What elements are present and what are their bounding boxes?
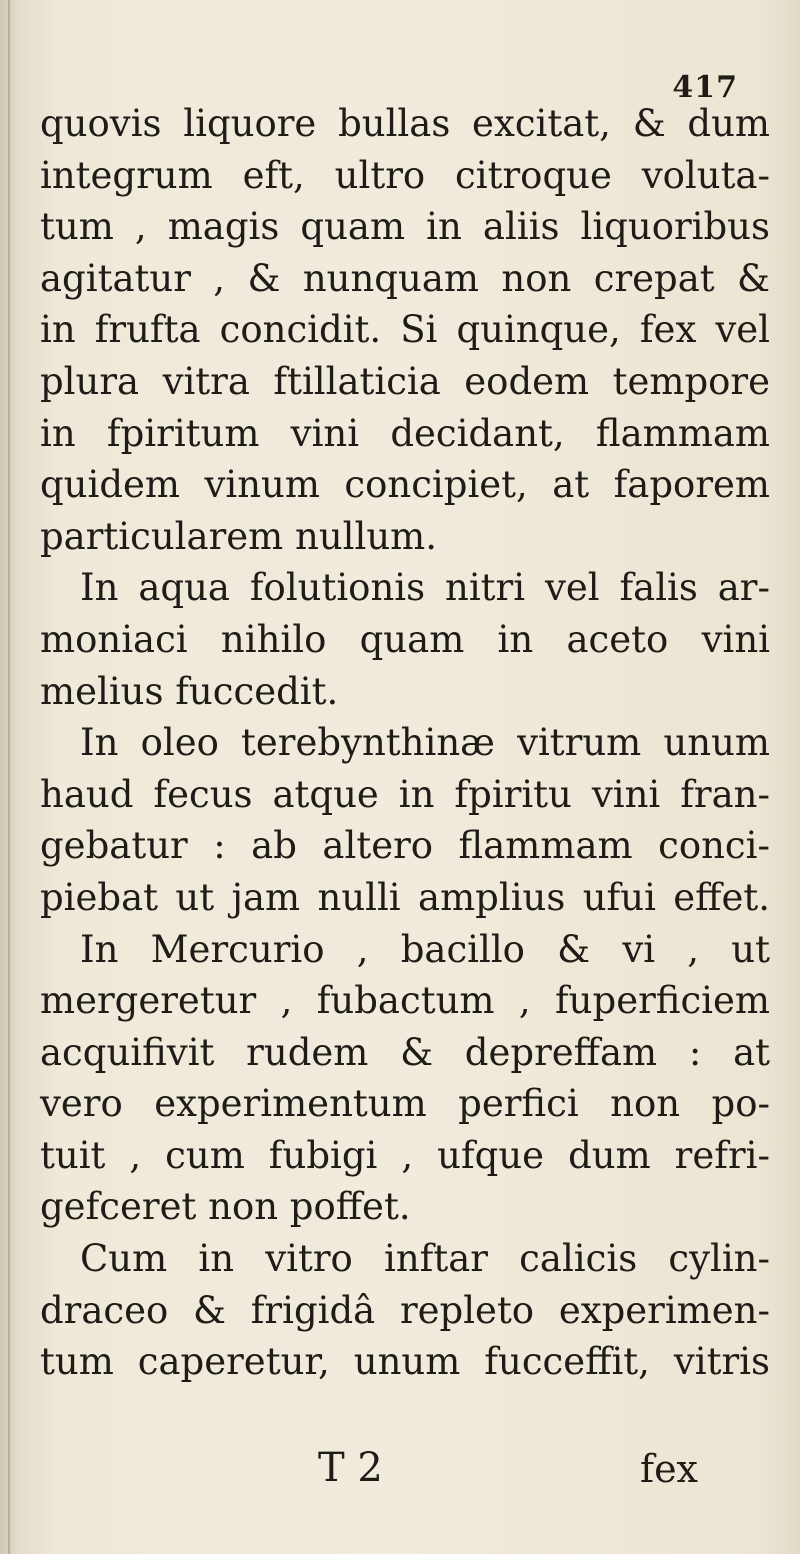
text-line: piebat ut jam nulli amplius ufui effet. [40,875,770,919]
text-line: tum , magis quam in aliis liquoribus [40,205,770,249]
text-line: gebatur : ab altero flammam conci- [40,824,770,868]
signature-mark: T 2 [318,1445,383,1491]
text-line: Cum in vitro inftar calicis cylin- [80,1237,770,1281]
page-gutter [8,0,10,1554]
text-line: tum caperetur, unum fucceffit, vitris [40,1340,770,1384]
text-line: in frufta concidit. Si quinque, fex vel [40,308,770,352]
text-line: quovis liquore bullas excitat, & dum [40,102,770,145]
text-line: plura vitra ftillaticia eodem tempore [40,359,770,403]
text-line: In Mercurio , bacillo & vi , ut [80,927,770,971]
text-line: particularem nullum. [40,514,438,558]
text-line: tuit , cum fubigi , ufque dum refri- [40,1133,770,1177]
text-line: moniaci nihilo quam in aceto vini [40,617,770,661]
page-number: 417 [672,70,738,105]
text-line: gefceret non poffet. [40,1185,411,1229]
text-line: In oleo terebynthinæ vitrum unum [80,721,770,765]
text-line: integrum eft, ultro citroque voluta- [40,153,770,197]
text-line: in fpiritum vini decidant, flammam [40,411,770,455]
body-text [40,98,770,1388]
text-line: quidem vinum concipiet, at faporem [40,463,770,507]
text-line: mergeretur , fubactum , fuperficiem [40,979,770,1023]
text-line: acquifivit rudem & depreffam : at [40,1030,770,1074]
text-line: agitatur , & nunquam non crepat & [40,256,770,300]
text-line: melius fuccedit. [40,669,339,713]
text-line: In aqua folutionis nitri vel falis ar- [80,566,770,610]
text-line: haud fecus atque in fpiritu vini fran- [40,772,770,816]
text-line: draceo & frigidâ repleto experimen- [40,1288,770,1332]
text-line: vero experimentum perfici non po- [40,1082,770,1126]
catchword: fex [640,1447,698,1491]
